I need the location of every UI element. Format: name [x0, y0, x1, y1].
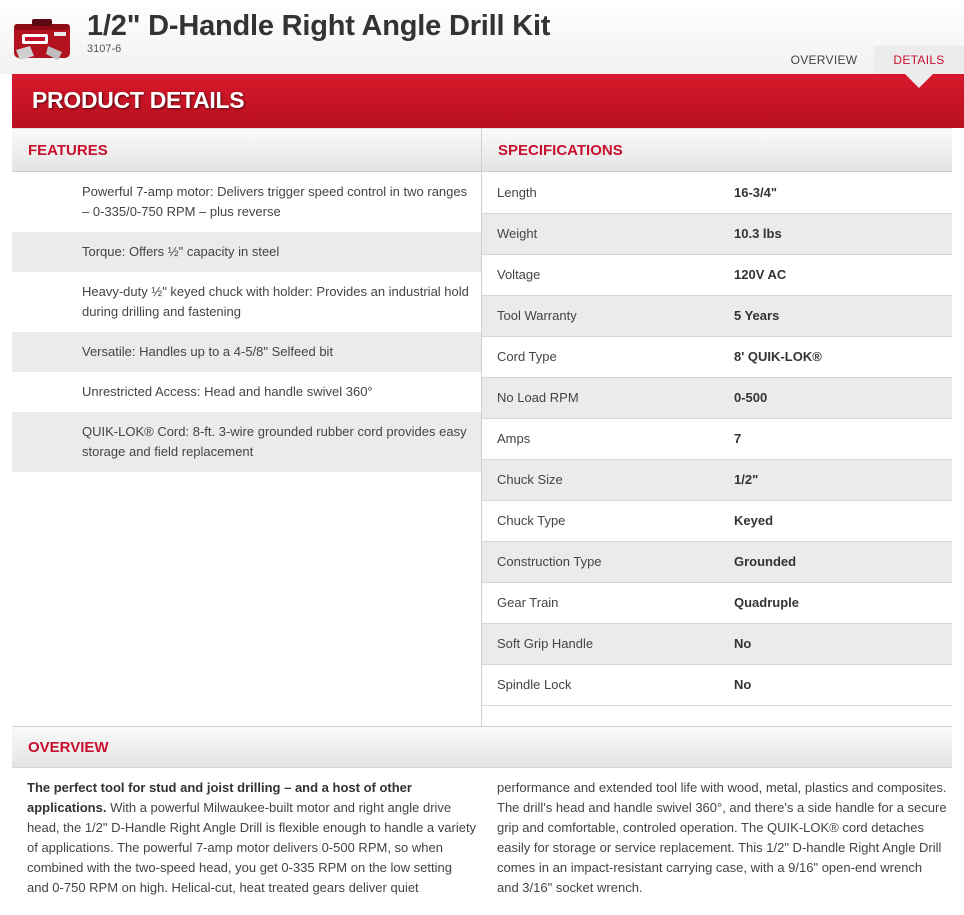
product-sku: 3107-6: [87, 43, 122, 55]
specifications-heading: SPECIFICATIONS: [498, 142, 623, 159]
tab-bar: [774, 46, 964, 74]
overview-body: With a powerful Milwaukee-built motor and right angle drive head, the 1/2" D-Handle Right Angle Drill is flexible enough to handle a variety of applications. The powerful 7-amp motor delivers 0-500 RPM, so when combined with the two-speed head, you get 0-335 RPM on the low setting and 0-750 RPM on high. Helical-cut, heat treated gears deliver quiet performance and extended tool life with wood, metal, plastics and composites. The drill's head and handle swivel 360°, and there's a side handle for a secure grip and comfortable, controled operation. The QUIK-LOK® cord detaches easily for storage or service replacement. This 1/2" D-handle Right Angle Drill comes in an impact-resistant carrying case, with a 9/16" open-end wrench and 3/16" socket wrench.: [27, 780, 947, 895]
spec-label: Voltage: [482, 254, 734, 295]
product-header: [0, 0, 964, 74]
feature-item: Heavy-duty ½" keyed chuck with holder: Provides an industrial hold during drilling and fastening: [82, 284, 469, 319]
feature-item: Unrestricted Access: Head and handle swivel 360°: [82, 384, 373, 399]
specifications-header: [482, 128, 952, 172]
table-row: [482, 336, 952, 377]
spec-value: Keyed: [734, 500, 952, 541]
spec-value: 8' QUIK-LOK®: [734, 336, 952, 377]
spec-label: Spindle Lock: [482, 664, 734, 705]
tab-details[interactable]: DETAILS: [874, 46, 964, 74]
table-row: [482, 459, 952, 500]
overview-lead: The perfect tool for stud and joist drilling – and a host of other applications.: [27, 780, 412, 815]
table-row: [482, 623, 952, 664]
spec-label: Soft Grip Handle: [482, 623, 734, 664]
spec-value: 5 Years: [734, 295, 952, 336]
table-row: [482, 377, 952, 418]
features-panel: [12, 128, 482, 726]
features-heading: FEATURES: [28, 142, 108, 159]
spec-label: Length: [482, 172, 734, 213]
table-row: [482, 582, 952, 623]
spec-value: 7: [734, 418, 952, 459]
spec-value: No: [734, 623, 952, 664]
feature-item: Versatile: Handles up to a 4-5/8" Selfeed bit: [12, 332, 481, 372]
table-row: [482, 213, 952, 254]
page-title: 1/2" D-Handle Right Angle Drill Kit: [87, 10, 551, 42]
spec-value: No: [734, 664, 952, 705]
spec-value: Grounded: [734, 541, 952, 582]
spec-label: Tool Warranty: [482, 295, 734, 336]
table-row: [482, 500, 952, 541]
spec-label: Amps: [482, 418, 734, 459]
spec-label: Gear Train: [482, 582, 734, 623]
features-list: [12, 172, 481, 472]
feature-item: QUIK-LOK® Cord: 8-ft. 3-wire grounded rubber cord provides easy storage and field replacement: [12, 412, 481, 472]
spec-label: Construction Type: [482, 541, 734, 582]
table-row: [482, 295, 952, 336]
specifications-panel: [482, 128, 952, 726]
table-row: [482, 172, 952, 213]
table-row: [482, 254, 952, 295]
product-thumbnail-icon: [12, 16, 72, 62]
spec-label: Chuck Size: [482, 459, 734, 500]
spec-value: 10.3 lbs: [734, 213, 952, 254]
spec-value: 0-500: [734, 377, 952, 418]
table-row: [482, 418, 952, 459]
tab-overview[interactable]: OVERVIEW: [790, 53, 858, 67]
table-row: [482, 664, 952, 705]
spec-value: 120V AC: [734, 254, 952, 295]
spec-label: Weight: [482, 213, 734, 254]
spec-label: No Load RPM: [482, 377, 734, 418]
feature-item: Torque: Offers ½" capacity in steel: [12, 232, 481, 272]
spec-label: Chuck Type: [482, 500, 734, 541]
table-row: [482, 541, 952, 582]
overview-header: [12, 726, 952, 768]
banner-title: PRODUCT DETAILS: [32, 87, 245, 113]
feature-item: Powerful 7-amp motor: Delivers trigger speed control in two ranges – 0-335/0-750 RPM – plus reverse: [82, 184, 468, 219]
spec-value: 1/2": [734, 459, 952, 500]
spec-label: Cord Type: [482, 336, 734, 377]
spec-value: 16-3/4": [734, 172, 952, 213]
overview-text: [27, 778, 947, 898]
product-details-banner: [12, 74, 964, 128]
features-header: [12, 128, 481, 172]
spec-value: Quadruple: [734, 582, 952, 623]
overview-heading: OVERVIEW: [28, 739, 109, 756]
specifications-table: [482, 172, 952, 706]
